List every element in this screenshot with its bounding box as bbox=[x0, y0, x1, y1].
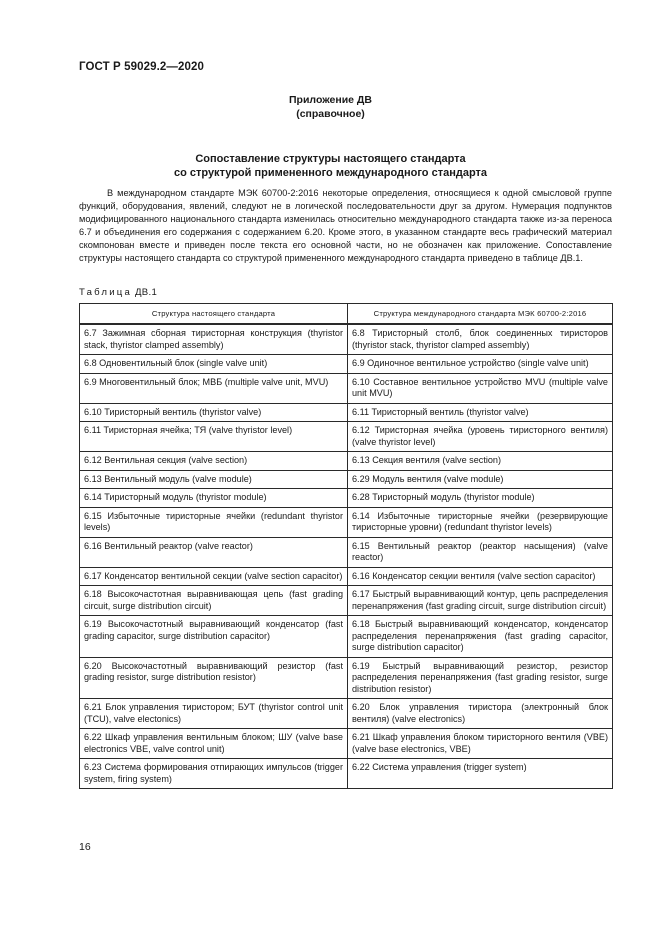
table-cell-national: 6.12 Вентильная секция (valve section) bbox=[80, 452, 348, 471]
table-row bbox=[80, 422, 613, 452]
table-cell-national: 6.7 Зажимная сборная тиристорная конструкция (thyristor stack, thyristor clamped assembly) bbox=[80, 324, 348, 355]
table-cell-national: 6.19 Высокочастотный выравнивающий конденсатор (fast grading capacitor, surge distribution capacitor) bbox=[80, 616, 348, 658]
structure-comparison-table bbox=[79, 303, 613, 789]
table-cell-international: 6.29 Модуль вентиля (valve module) bbox=[348, 470, 613, 489]
appendix-title: Приложение ДВ bbox=[289, 94, 372, 106]
section-title-line-1: Сопоставление структуры настоящего стандарта bbox=[195, 153, 466, 165]
table-row bbox=[80, 355, 613, 374]
table-row bbox=[80, 657, 613, 699]
table-header-row bbox=[80, 304, 613, 325]
table-cell-national: 6.21 Блок управления тиристором; БУТ (thyristor control unit (TCU), valve electonics) bbox=[80, 699, 348, 729]
table-cell-international: 6.21 Шкаф управления блоком тиристорного вентиля (VBE) (valve base electronics, VBE) bbox=[348, 729, 613, 759]
table-cell-national: 6.18 Высокочастотная выравнивающая цепь (fast grading circuit, surge distribution circuit) bbox=[80, 586, 348, 616]
table-cell-international: 6.16 Конденсатор секции вентиля (valve section capacitor) bbox=[348, 567, 613, 586]
section-title-line-2: со структурой примененного международного стандарта bbox=[173, 167, 488, 179]
section-title bbox=[0, 152, 661, 180]
table-cell-international: 6.13 Секция вентиля (valve section) bbox=[348, 452, 613, 471]
intro-paragraph: В международном стандарте МЭК 60700-2:2016 некоторые определения, относящиеся к одной смысловой группе функций, оборудования, явлений, следуют не в логической последовательности друг за другом. Нумерация подпунктов модифицированного национального стандарта изменилась относительно международного стандарта также из-за переноса 6.7 и объединения его содержания с содержанием 6.20. Кроме этого, в указанном стандарте весь графический материал скомпонован вместе и приведен после текста его основной части, но не обозначен как приложение. Сопоставление структуры настоящего стандарта со структурой примененного международного стандарта приведено в таблице ДВ.1. bbox=[79, 188, 612, 263]
table-cell-international: 6.22 Система управления (trigger system) bbox=[348, 759, 613, 789]
table-cell-national: 6.23 Система формирования отпирающих импульсов (trigger system, firing system) bbox=[80, 759, 348, 789]
table-cell-national: 6.8 Одновентильный блок (single valve unit) bbox=[80, 355, 348, 374]
table-cell-international: 6.28 Тиристорный модуль (thyristor module) bbox=[348, 489, 613, 508]
table-cell-international: 6.19 Быстрый выравнивающий резистор, резистор распределения перенапряжения (fast grading resistor, surge distribution resistor) bbox=[348, 657, 613, 699]
table-row bbox=[80, 586, 613, 616]
table-row bbox=[80, 373, 613, 403]
table-cell-international: 6.20 Блок управления тиристора (электронный блок вентиля) (valve electronics) bbox=[348, 699, 613, 729]
table-caption-word: Таблица bbox=[79, 287, 133, 298]
table-caption-number: ДВ.1 bbox=[134, 287, 158, 298]
table-row bbox=[80, 452, 613, 471]
table-row bbox=[80, 759, 613, 789]
page-number: 16 bbox=[79, 841, 91, 853]
table-cell-international: 6.12 Тиристорная ячейка (уровень тиристорного вентиля) (valve thyristor level) bbox=[348, 422, 613, 452]
table-cell-national: 6.9 Многовентильный блок; МВБ (multiple valve unit, MVU) bbox=[80, 373, 348, 403]
appendix-heading bbox=[0, 93, 661, 121]
table-row bbox=[80, 470, 613, 489]
table-cell-national: 6.16 Вентильный реактор (valve reactor) bbox=[80, 537, 348, 567]
table-cell-national: 6.22 Шкаф управления вентильным блоком; ШУ (valve base electronics VBE, valve control unit) bbox=[80, 729, 348, 759]
table-row bbox=[80, 729, 613, 759]
table-cell-national: 6.10 Тиристорный вентиль (thyristor valve) bbox=[80, 403, 348, 422]
table-row bbox=[80, 489, 613, 508]
table-cell-national: 6.17 Конденсатор вентильной секции (valve section capacitor) bbox=[80, 567, 348, 586]
table-cell-national: 6.15 Избыточные тиристорные ячейки (redundant thyristor levels) bbox=[80, 507, 348, 537]
table-cell-national: 6.11 Тиристорная ячейка; ТЯ (valve thyristor level) bbox=[80, 422, 348, 452]
table-cell-national: 6.14 Тиристорный модуль (thyristor module) bbox=[80, 489, 348, 508]
table-row bbox=[80, 567, 613, 586]
table-cell-international: 6.9 Одиночное вентильное устройство (single valve unit) bbox=[348, 355, 613, 374]
table-cell-national: 6.20 Высокочастотный выравнивающий резистор (fast grading resistor, surge distribution resistor) bbox=[80, 657, 348, 699]
table-cell-international: 6.17 Быстрый выравнивающий контур, цепь распределения перенапряжения (fast grading circuit, surge distribution circuit) bbox=[348, 586, 613, 616]
column-header-national: Структура настоящего стандарта bbox=[80, 304, 348, 325]
table-row bbox=[80, 537, 613, 567]
table-row bbox=[80, 616, 613, 658]
table-row bbox=[80, 507, 613, 537]
column-header-international: Структура международного стандарта МЭК 60700-2:2016 bbox=[348, 304, 613, 325]
standard-id-header: ГОСТ Р 59029.2—2020 bbox=[79, 61, 204, 73]
table-cell-international: 6.10 Составное вентильное устройство MVU (multiple valve unit MVU) bbox=[348, 373, 613, 403]
table-cell-international: 6.18 Быстрый выравнивающий конденсатор, конденсатор распределения перенапряжения (fast grading capacitor, surge distribution capacitor) bbox=[348, 616, 613, 658]
table-row bbox=[80, 324, 613, 355]
appendix-subtitle: (справочное) bbox=[296, 108, 365, 120]
table-cell-national: 6.13 Вентильный модуль (valve module) bbox=[80, 470, 348, 489]
table-row bbox=[80, 699, 613, 729]
table-cell-international: 6.11 Тиристорный вентиль (thyristor valve) bbox=[348, 403, 613, 422]
table-caption bbox=[79, 287, 157, 298]
table-row bbox=[80, 403, 613, 422]
table-cell-international: 6.15 Вентильный реактор (реактор насыщения) (valve reactor) bbox=[348, 537, 613, 567]
table-cell-international: 6.8 Тиристорный столб, блок соединенных тиристоров (thyristor stack, thyristor clamped assembly) bbox=[348, 324, 613, 355]
table-cell-international: 6.14 Избыточные тиристорные ячейки (резервирующие тиристорные уровни) (redundant thyristor levels) bbox=[348, 507, 613, 537]
